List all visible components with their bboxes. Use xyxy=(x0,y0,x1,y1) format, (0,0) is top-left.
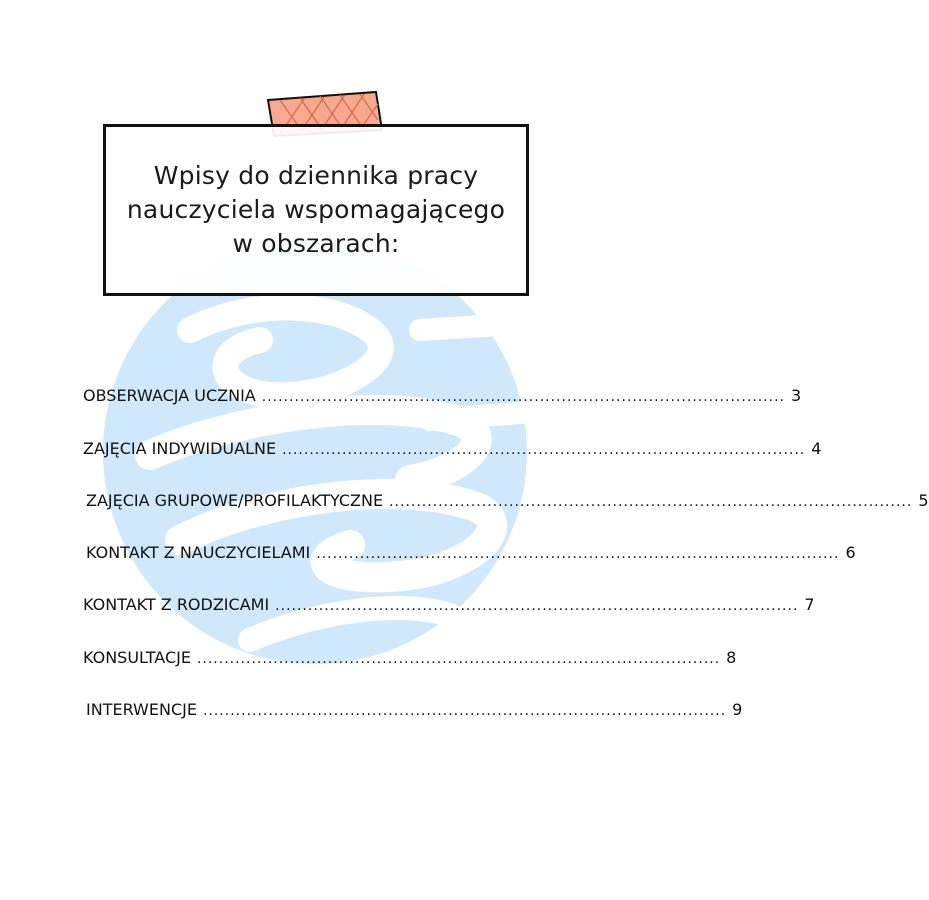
toc-dot-leader: ................................................................................................ xyxy=(261,389,785,405)
toc-item-label: INTERWENCJE xyxy=(86,700,197,719)
toc-item[interactable] xyxy=(83,386,802,405)
toc-item-page: 9 xyxy=(732,700,743,719)
toc-dot-leader: ................................................................................................ xyxy=(275,598,799,614)
toc-dot-leader: ................................................................................................ xyxy=(316,546,840,562)
toc-item[interactable] xyxy=(83,595,815,614)
title-line-1: Wpisy do dziennika pracy xyxy=(153,161,479,190)
toc-item-label: KONSULTACJE xyxy=(83,648,191,667)
toc-item-page: 3 xyxy=(790,386,802,405)
toc-item[interactable] xyxy=(83,439,822,458)
toc-item-page: 8 xyxy=(726,648,737,667)
toc-item-label: KONTAKT Z NAUCZYCIELAMI xyxy=(86,543,311,562)
toc-item[interactable] xyxy=(86,700,743,719)
title-line-3: w obszarach: xyxy=(232,229,400,258)
toc-item[interactable] xyxy=(83,648,737,667)
toc-item-page: 7 xyxy=(804,595,815,614)
toc-item-label: ZAJĘCIA GRUPOWE/PROFILAKTYCZNE xyxy=(86,491,384,510)
toc-item-label: KONTAKT Z RODZICAMI xyxy=(83,595,270,614)
toc-item[interactable] xyxy=(86,543,856,562)
toc-item[interactable] xyxy=(86,491,929,510)
toc-item-page: 4 xyxy=(811,439,822,458)
toc-item-page: 6 xyxy=(845,543,856,562)
toc-dot-leader: ................................................................................................ xyxy=(389,494,913,510)
toc-dot-leader: ................................................................................................ xyxy=(282,442,806,458)
title-line-2: nauczyciela wspomagającego xyxy=(126,195,506,224)
toc-dot-leader: ................................................................................................ xyxy=(202,703,727,719)
toc-item-page: 5 xyxy=(918,491,929,510)
toc-dot-leader: ................................................................................................ xyxy=(196,651,721,667)
toc-item-label: OBSERWACJA UCZNIA xyxy=(83,386,256,405)
toc-item-label: ZAJĘCIA INDYWIDUALNE xyxy=(83,439,277,458)
